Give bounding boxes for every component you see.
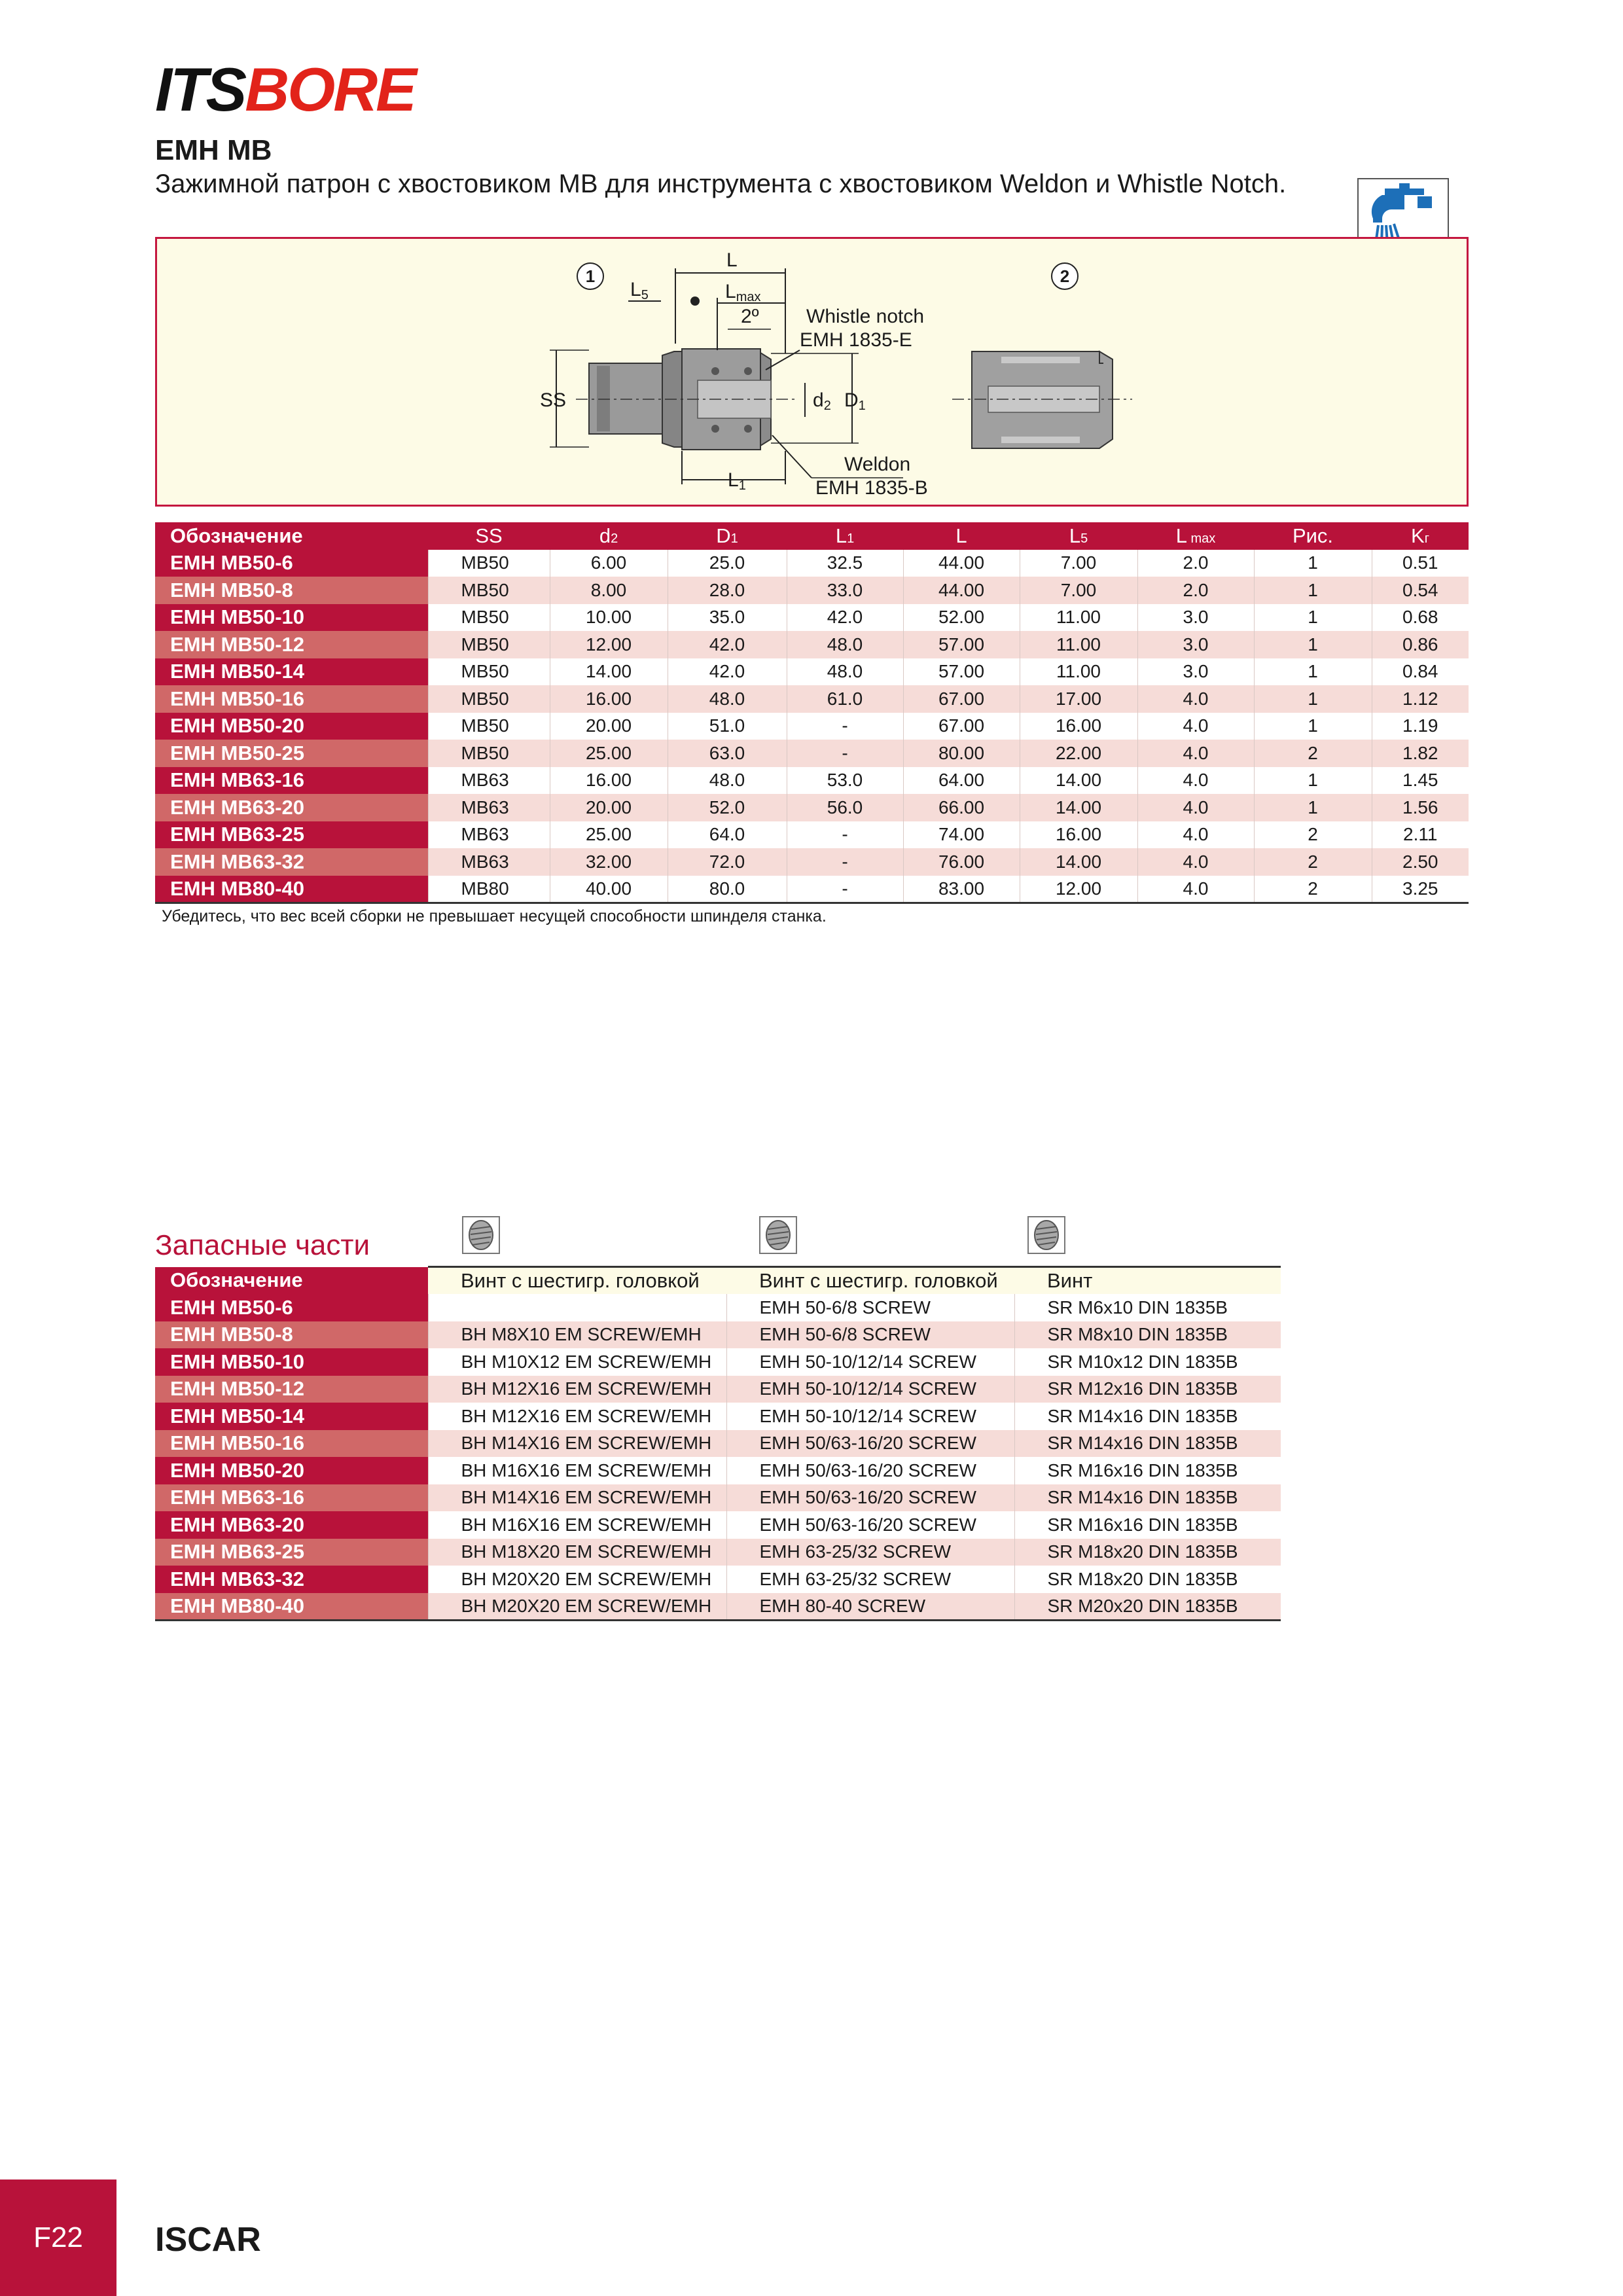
table-row <box>155 1403 1281 1430</box>
table-cell: 3.0 <box>1137 604 1254 632</box>
table-cell: 20.00 <box>550 794 668 821</box>
table-cell: 61.0 <box>787 685 903 713</box>
table-row <box>155 631 1469 658</box>
header-fig: Рис. <box>1254 522 1372 550</box>
table-cell: SR M14x16 DIN 1835B <box>1014 1430 1281 1458</box>
table-cell: MB63 <box>428 848 550 876</box>
table-cell: 48.0 <box>787 658 903 686</box>
dim-L5: L5 <box>630 279 649 302</box>
table-cell: EMH 80-40 SCREW <box>726 1593 1014 1621</box>
table-cell: 1.56 <box>1372 794 1469 821</box>
table-row <box>155 1321 1281 1349</box>
holder-drawing-fig2 <box>952 351 1132 448</box>
table-cell: EMH 50/63-16/20 SCREW <box>726 1511 1014 1539</box>
brand-footer: ISCAR <box>155 2221 261 2259</box>
table-cell: BH M20X20 EM SCREW/EMH <box>428 1566 726 1593</box>
table-cell: SR M18x20 DIN 1835B <box>1014 1539 1281 1566</box>
table-cell: MB50 <box>428 740 550 767</box>
logo-its: ITS <box>155 55 245 124</box>
table-cell: 4.0 <box>1137 821 1254 849</box>
table-cell: MB50 <box>428 631 550 658</box>
spare-parts-table <box>155 1266 1281 1621</box>
table-cell: BH M18X20 EM SCREW/EMH <box>428 1539 726 1566</box>
table-cell: SR M16x16 DIN 1835B <box>1014 1511 1281 1539</box>
table-cell: 14.00 <box>1020 848 1137 876</box>
table-row <box>155 1457 1281 1484</box>
table-cell: SR M18x20 DIN 1835B <box>1014 1566 1281 1593</box>
table-cell: EMH 50-10/12/14 SCREW <box>726 1403 1014 1430</box>
fig-2-label: 2 <box>1060 266 1070 286</box>
table-cell: 14.00 <box>550 658 668 686</box>
table-cell: 4.0 <box>1137 685 1254 713</box>
table-row <box>155 658 1469 686</box>
row-code-cell: EMH MB50-12 <box>155 1376 428 1403</box>
table-cell: BH M20X20 EM SCREW/EMH <box>428 1593 726 1621</box>
table-row <box>155 1539 1281 1566</box>
table-cell: 25.0 <box>668 550 787 577</box>
row-code-cell: EMH MB63-16 <box>155 767 428 795</box>
spare-header-col2: Винт с шестигр. головкой <box>726 1267 1014 1295</box>
row-code-cell: EMH MB63-16 <box>155 1484 428 1512</box>
row-code-cell: EMH MB50-20 <box>155 1457 428 1484</box>
page-number-tab <box>0 2179 116 2296</box>
table-cell: 1 <box>1254 658 1372 686</box>
table-row <box>155 821 1469 849</box>
table-cell: - <box>787 876 903 903</box>
table-cell: SR M8x10 DIN 1835B <box>1014 1321 1281 1349</box>
table-cell: MB50 <box>428 658 550 686</box>
table-cell: 0.54 <box>1372 577 1469 604</box>
header-D1: D1 <box>668 522 787 550</box>
row-code-cell: EMH MB50-10 <box>155 604 428 632</box>
table-cell: 3.0 <box>1137 631 1254 658</box>
table-cell: 4.0 <box>1137 848 1254 876</box>
table-cell: EMH 50-10/12/14 SCREW <box>726 1348 1014 1376</box>
dim-L1: L1 <box>728 469 746 493</box>
table-row <box>155 713 1469 740</box>
page-number: F22 <box>33 2221 83 2253</box>
row-code-cell: EMH MB50-8 <box>155 577 428 604</box>
table-cell: 1.82 <box>1372 740 1469 767</box>
row-code-cell: EMH MB63-25 <box>155 821 428 849</box>
table-cell: EMH 50-6/8 SCREW <box>726 1321 1014 1349</box>
table-cell: 40.00 <box>550 876 668 903</box>
spare-header-col1: Винт с шестигр. головкой <box>428 1267 726 1295</box>
table-cell: 63.0 <box>668 740 787 767</box>
table-cell: MB50 <box>428 713 550 740</box>
product-description: Зажимной патрон с хвостовиком MB для инструмента с хвостовиком Weldon и Whistle Notch. <box>155 170 1287 198</box>
table-cell: MB63 <box>428 794 550 821</box>
table-cell: MB50 <box>428 577 550 604</box>
table-cell: BH M16X16 EM SCREW/EMH <box>428 1511 726 1539</box>
table-cell: 7.00 <box>1020 577 1137 604</box>
table-cell: 16.00 <box>550 685 668 713</box>
table-cell: BH M14X16 EM SCREW/EMH <box>428 1484 726 1512</box>
table-cell: 42.0 <box>787 604 903 632</box>
row-code-cell: EMH MB50-12 <box>155 631 428 658</box>
table-cell: 64.0 <box>668 821 787 849</box>
table-cell: 8.00 <box>550 577 668 604</box>
screw-icon <box>462 1216 500 1254</box>
table-cell: 4.0 <box>1137 876 1254 903</box>
table-cell: SR M14x16 DIN 1835B <box>1014 1403 1281 1430</box>
table-cell: EMH 50/63-16/20 SCREW <box>726 1430 1014 1458</box>
table-cell: 22.00 <box>1020 740 1137 767</box>
table-cell: 72.0 <box>668 848 787 876</box>
row-code-cell: EMH MB50-8 <box>155 1321 428 1349</box>
table-cell: 52.00 <box>903 604 1020 632</box>
table-cell: MB50 <box>428 604 550 632</box>
row-code-cell: EMH MB50-16 <box>155 1430 428 1458</box>
fig-1-label: 1 <box>585 266 596 286</box>
table-cell: 2.0 <box>1137 550 1254 577</box>
table-cell: 44.00 <box>903 550 1020 577</box>
itsbore-logo <box>155 55 430 124</box>
table-cell: 64.00 <box>903 767 1020 795</box>
whistle-notch-label: Whistle notch <box>806 306 925 327</box>
header-Lmax: L max <box>1137 522 1254 550</box>
row-code-cell: EMH MB50-10 <box>155 1348 428 1376</box>
holder-drawing-fig1 <box>576 349 798 450</box>
spare-header-col3: Винт <box>1014 1267 1281 1295</box>
dim-D1: D1 <box>844 389 866 413</box>
table-cell: 3.0 <box>1137 658 1254 686</box>
table-row <box>155 550 1469 577</box>
table-cell: BH M14X16 EM SCREW/EMH <box>428 1430 726 1458</box>
table-row <box>155 1348 1281 1376</box>
table-cell: 51.0 <box>668 713 787 740</box>
row-code-cell: EMH MB50-16 <box>155 685 428 713</box>
table-cell: 16.00 <box>550 767 668 795</box>
table-row <box>155 604 1469 632</box>
table-cell: SR M10x12 DIN 1835B <box>1014 1348 1281 1376</box>
screw-icon <box>1027 1216 1065 1254</box>
table-cell: 4.0 <box>1137 713 1254 740</box>
table-cell: 16.00 <box>1020 821 1137 849</box>
row-code-cell: EMH MB63-32 <box>155 848 428 876</box>
table-cell: EMH 50-10/12/14 SCREW <box>726 1376 1014 1403</box>
table-cell: 14.00 <box>1020 767 1137 795</box>
table-cell: 57.00 <box>903 631 1020 658</box>
table-cell: 83.00 <box>903 876 1020 903</box>
table-cell: MB80 <box>428 876 550 903</box>
header-kr: Kг <box>1372 522 1469 550</box>
table-row <box>155 577 1469 604</box>
table-cell: MB63 <box>428 821 550 849</box>
table-cell: 48.0 <box>668 685 787 713</box>
table-cell: 4.0 <box>1137 767 1254 795</box>
row-code-cell: EMH MB50-25 <box>155 740 428 767</box>
table-cell: BH M10X12 EM SCREW/EMH <box>428 1348 726 1376</box>
table-cell: BH M12X16 EM SCREW/EMH <box>428 1403 726 1430</box>
header-L: L <box>903 522 1020 550</box>
table-cell: SR M16x16 DIN 1835B <box>1014 1457 1281 1484</box>
table-cell: 67.00 <box>903 713 1020 740</box>
table-cell: 0.86 <box>1372 631 1469 658</box>
row-code-cell: EMH MB50-14 <box>155 1403 428 1430</box>
table-cell: 14.00 <box>1020 794 1137 821</box>
table-cell: 76.00 <box>903 848 1020 876</box>
table-header-row <box>155 522 1469 550</box>
load-capacity-note: Убедитесь, что вес всей сборки не превышает несущей способности шпинделя станка. <box>162 907 827 925</box>
table-cell: EMH 50/63-16/20 SCREW <box>726 1457 1014 1484</box>
table-row <box>155 1566 1281 1593</box>
dim-Lmax: Lmax <box>725 281 761 304</box>
table-cell: 53.0 <box>787 767 903 795</box>
table-cell: 25.00 <box>550 740 668 767</box>
table-cell: EMH 50/63-16/20 SCREW <box>726 1484 1014 1512</box>
table-cell: 16.00 <box>1020 713 1137 740</box>
product-title: EMH MB <box>155 134 272 166</box>
table-row <box>155 1484 1281 1512</box>
table-cell: 1 <box>1254 577 1372 604</box>
header-d2: d2 <box>550 522 668 550</box>
row-code-cell: EMH MB50-6 <box>155 1294 428 1321</box>
table-cell: - <box>787 848 903 876</box>
table-cell: 1.19 <box>1372 713 1469 740</box>
row-code-cell: EMH MB50-6 <box>155 550 428 577</box>
table-cell: 1 <box>1254 604 1372 632</box>
product-table <box>155 522 1469 904</box>
table-cell: BH M8X10 EM SCREW/EMH <box>428 1321 726 1349</box>
table-cell: 1 <box>1254 713 1372 740</box>
table-cell: 35.0 <box>668 604 787 632</box>
table-cell: 11.00 <box>1020 658 1137 686</box>
weldon-label: Weldon <box>844 454 911 475</box>
table-cell: 48.0 <box>787 631 903 658</box>
table-row <box>155 794 1469 821</box>
table-cell: 11.00 <box>1020 631 1137 658</box>
table-row <box>155 1294 1281 1321</box>
row-code-cell: EMH MB63-20 <box>155 1511 428 1539</box>
table-cell: EMH 63-25/32 SCREW <box>726 1539 1014 1566</box>
table-cell: 56.0 <box>787 794 903 821</box>
table-cell: 1 <box>1254 550 1372 577</box>
table-row <box>155 1376 1281 1403</box>
table-cell: EMH 63-25/32 SCREW <box>726 1566 1014 1593</box>
spare-header-code: Обозначение <box>155 1267 428 1295</box>
weldon-std: EMH 1835-B <box>815 477 928 499</box>
table-cell: BH M16X16 EM SCREW/EMH <box>428 1457 726 1484</box>
table-row <box>155 1511 1281 1539</box>
table-row <box>155 848 1469 876</box>
row-code-cell: EMH MB80-40 <box>155 876 428 903</box>
table-cell: BH M12X16 EM SCREW/EMH <box>428 1376 726 1403</box>
table-cell: 48.0 <box>668 767 787 795</box>
table-cell: 6.00 <box>550 550 668 577</box>
row-code-cell: EMH MB63-25 <box>155 1539 428 1566</box>
table-cell: 25.00 <box>550 821 668 849</box>
table-cell: SR M14x16 DIN 1835B <box>1014 1484 1281 1512</box>
whistle-notch-std: EMH 1835-E <box>800 329 912 351</box>
table-cell: 42.0 <box>668 631 787 658</box>
table-cell: SR M20x20 DIN 1835B <box>1014 1593 1281 1621</box>
table-cell: 4.0 <box>1137 740 1254 767</box>
table-cell: 80.00 <box>903 740 1020 767</box>
table-row <box>155 1430 1281 1458</box>
dim-L: L <box>726 249 738 271</box>
table-cell: 32.00 <box>550 848 668 876</box>
table-cell: 1 <box>1254 631 1372 658</box>
row-code-cell: EMH MB63-32 <box>155 1566 428 1593</box>
table-cell: 2.0 <box>1137 577 1254 604</box>
table-cell: 1.12 <box>1372 685 1469 713</box>
table-cell: SR M6x10 DIN 1835B <box>1014 1294 1281 1321</box>
table-cell: 12.00 <box>550 631 668 658</box>
table-cell: 2.50 <box>1372 848 1469 876</box>
header-L1: L1 <box>787 522 903 550</box>
table-row <box>155 876 1469 903</box>
row-code-cell: EMH MB50-14 <box>155 658 428 686</box>
table-cell: MB50 <box>428 550 550 577</box>
dim-d2: d2 <box>813 389 831 413</box>
table-cell: SR M12x16 DIN 1835B <box>1014 1376 1281 1403</box>
spare-header-row <box>155 1267 1281 1295</box>
table-cell: 3.25 <box>1372 876 1469 903</box>
spare-parts-title: Запасные части <box>155 1229 370 1261</box>
dim-SS: SS <box>540 389 567 411</box>
table-cell: MB50 <box>428 685 550 713</box>
table-row <box>155 740 1469 767</box>
table-row <box>155 767 1469 795</box>
table-cell: 2 <box>1254 821 1372 849</box>
screw-icon <box>759 1216 797 1254</box>
table-cell: 12.00 <box>1020 876 1137 903</box>
table-cell: 2 <box>1254 876 1372 903</box>
table-cell: 0.84 <box>1372 658 1469 686</box>
table-row <box>155 685 1469 713</box>
header-L5: L5 <box>1020 522 1137 550</box>
table-cell: 4.0 <box>1137 794 1254 821</box>
table-cell: 2.11 <box>1372 821 1469 849</box>
table-cell: - <box>787 821 903 849</box>
table-cell: 0.68 <box>1372 604 1469 632</box>
table-cell: EMH 50-6/8 SCREW <box>726 1294 1014 1321</box>
row-code-cell: EMH MB50-20 <box>155 713 428 740</box>
technical-drawing <box>155 237 1469 507</box>
table-cell: 2 <box>1254 740 1372 767</box>
table-cell: 28.0 <box>668 577 787 604</box>
table-cell: 0.51 <box>1372 550 1469 577</box>
row-code-cell: EMH MB80-40 <box>155 1593 428 1621</box>
header-code: Обозначение <box>155 522 428 550</box>
header-ss: SS <box>428 522 550 550</box>
table-cell: 1.45 <box>1372 767 1469 795</box>
table-cell: 20.00 <box>550 713 668 740</box>
table-cell: 7.00 <box>1020 550 1137 577</box>
table-cell: 1 <box>1254 794 1372 821</box>
table-cell: 17.00 <box>1020 685 1137 713</box>
table-cell: MB63 <box>428 767 550 795</box>
table-cell: 1 <box>1254 685 1372 713</box>
dim-angle: 2º <box>741 306 759 327</box>
table-cell: - <box>787 713 903 740</box>
logo-bore: BORE <box>245 55 415 124</box>
table-cell: 1 <box>1254 767 1372 795</box>
row-code-cell: EMH MB63-20 <box>155 794 428 821</box>
table-cell: 66.00 <box>903 794 1020 821</box>
table-cell: 44.00 <box>903 577 1020 604</box>
table-row <box>155 1593 1281 1621</box>
table-cell: 2 <box>1254 848 1372 876</box>
table-cell: 42.0 <box>668 658 787 686</box>
table-cell: 33.0 <box>787 577 903 604</box>
table-cell: 10.00 <box>550 604 668 632</box>
table-cell: 52.0 <box>668 794 787 821</box>
table-cell: 74.00 <box>903 821 1020 849</box>
table-cell: 80.0 <box>668 876 787 903</box>
table-cell: 11.00 <box>1020 604 1137 632</box>
table-cell: 32.5 <box>787 550 903 577</box>
table-cell: 57.00 <box>903 658 1020 686</box>
table-cell <box>428 1294 726 1321</box>
table-cell: 67.00 <box>903 685 1020 713</box>
table-cell: - <box>787 740 903 767</box>
